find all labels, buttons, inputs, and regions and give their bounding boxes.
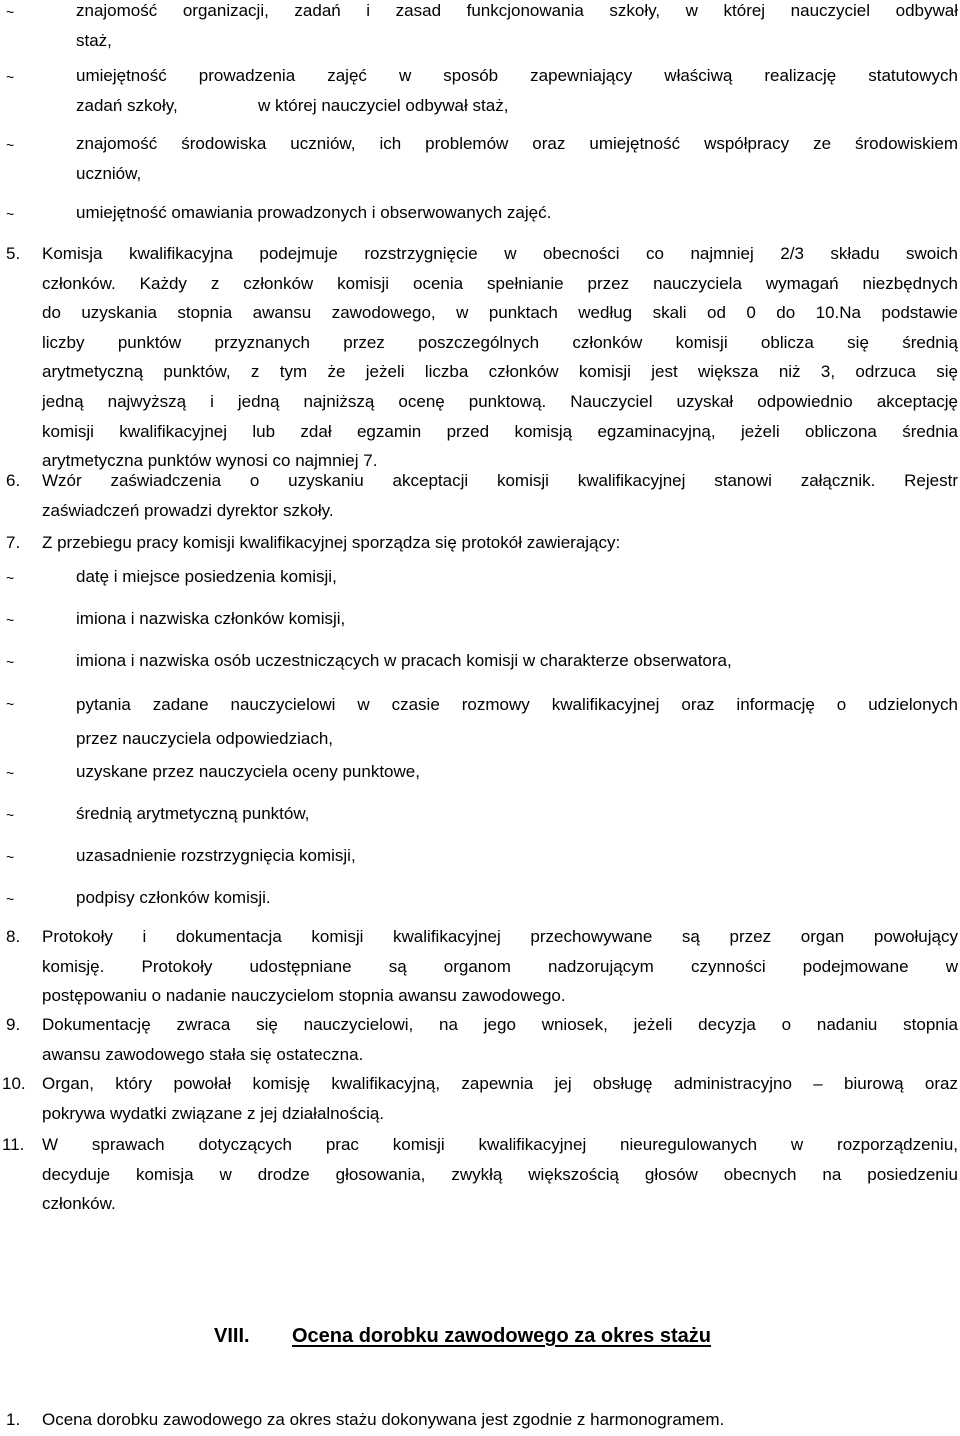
text-line: uzyskane przez nauczyciela oceny punktowe, <box>76 762 420 781</box>
text-line: średnią arytmetyczną punktów, <box>76 804 310 823</box>
text-line: komisji kwalifikacyjnej lub zdał egzamin przed komisją egzaminacyjną, jeżeli obliczona średnia <box>42 421 958 441</box>
dash-marker: ~ <box>6 137 15 153</box>
text-line: Ocena dorobku zawodowego za okres stażu dokonywana jest zgodnie z harmonogramem. <box>42 1410 725 1429</box>
section-number: VIII. <box>214 1325 250 1347</box>
text-line: imiona i nazwiska członków komisji, <box>76 609 346 628</box>
text-line: uzasadnienie rozstrzygnięcia komisji, <box>76 846 356 865</box>
text-line: znajomość organizacji, zadań i zasad funkcjonowania szkoły, w której nauczyciel odbywał <box>76 1 958 20</box>
section-title: Ocena dorobku zawodowego za okres stażu <box>292 1325 711 1347</box>
text-line: członków. <box>42 1194 116 1214</box>
text-line: imiona i nazwiska osób uczestniczących w pracach komisji w charakterze obserwatora, <box>76 651 732 670</box>
text-line: jedną najwyższą i jedną najniższą ocenę punktową. Nauczyciel uzyskał odpowiednio akceptację <box>42 391 958 411</box>
text-line: staż, <box>76 30 112 50</box>
text-line: Wzór zaświadczenia o uzyskaniu akceptacji komisji kwalifikacyjnej stanowi załącznik. Rejestr <box>42 471 958 490</box>
text-line: członków. Każdy z członków komisji ocenia spełnianie przez nauczyciela wymagań niezbędnych <box>42 273 958 293</box>
text-line: zaświadczeń prowadzi dyrektor szkoły. <box>42 500 334 520</box>
text-line: W sprawach dotyczących prac komisji kwalifikacyjnej nieuregulowanych w rozporządzeniu, <box>42 1135 958 1154</box>
paragraph-number: 5. <box>6 244 21 263</box>
paragraph-number: 8. <box>6 927 21 946</box>
dash-marker: ~ <box>6 891 15 907</box>
text-line: pokrywa wydatki związane z jej działalnością. <box>42 1103 385 1123</box>
text-line: podpisy członków komisji. <box>76 888 271 907</box>
text-line: uczniów, <box>76 163 142 183</box>
section-heading <box>0 1319 960 1353</box>
text-line: Protokoły i dokumentacja komisji kwalifikacyjnej przechowywane są przez organ powołujący <box>42 927 958 946</box>
paragraph-number: 1. <box>6 1410 21 1429</box>
text-line: arytmetyczna punktów wynosi co najmniej 7. <box>42 451 378 471</box>
text-line: komisję. Protokoły udostępniane są organom nadzorującym czynności podejmowane w <box>42 956 958 976</box>
text-line: Z przebiegu pracy komisji kwalifikacyjnej sporządza się protokół zawierający: <box>42 533 621 552</box>
text-line: do uzyskania stopnia awansu zawodowego, w punktach według skali od 0 do 10.Na podstawie <box>42 303 958 323</box>
text-line: postępowaniu o nadanie nauczycielom stopnia awansu zawodowego. <box>42 986 566 1006</box>
text-line: zadań szkoły, w której nauczyciel odbywał staż, <box>76 95 509 115</box>
paragraph-number: 10. <box>2 1074 26 1093</box>
paragraph-number: 11. <box>2 1135 25 1154</box>
text-line: awansu zawodowego stała się ostateczna. <box>42 1044 364 1064</box>
dash-marker: ~ <box>6 4 15 20</box>
dash-marker: ~ <box>6 654 15 670</box>
text-line: znajomość środowiska uczniów, ich problemów oraz umiejętność współpracy ze środowiskiem <box>76 134 958 153</box>
dash-marker: ~ <box>6 696 15 712</box>
paragraph-number: 7. <box>6 533 21 552</box>
text-line: pytania zadane nauczycielowi w czasie rozmowy kwalifikacyjnej oraz informację o udzielonych <box>76 695 958 714</box>
text-line: arytmetyczną punktów, z tym że jeżeli liczba członków komisji jest większa niż 3, odrzuca się <box>42 362 958 382</box>
dash-marker: ~ <box>6 765 15 781</box>
text-line: Organ, który powołał komisję kwalifikacyjną, zapewnia jej obsługę administracyjno – biurową oraz <box>42 1074 958 1093</box>
paragraph-number: 9. <box>6 1015 21 1034</box>
dash-marker: ~ <box>6 206 15 222</box>
dash-marker: ~ <box>6 612 15 628</box>
dash-marker: ~ <box>6 849 15 865</box>
dash-marker: ~ <box>6 69 15 85</box>
dash-marker: ~ <box>6 807 15 823</box>
text-line: datę i miejsce posiedzenia komisji, <box>76 567 337 586</box>
paragraph-number: 6. <box>6 471 21 490</box>
text-line: Dokumentację zwraca się nauczycielowi, na jego wniosek, jeżeli decyzja o nadaniu stopnia <box>42 1015 958 1034</box>
text-line: liczby punktów przyznanych przez poszczególnych członków komisji oblicza się średnią <box>42 332 958 352</box>
text-line: umiejętność prowadzenia zajęć w sposób zapewniający właściwą realizację statutowych <box>76 66 958 85</box>
text-line: Komisja kwalifikacyjna podejmuje rozstrzygnięcie w obecności co najmniej 2/3 składu swoich <box>42 244 958 263</box>
text-line: przez nauczyciela odpowiedziach, <box>76 729 334 748</box>
text-line: umiejętność omawiania prowadzonych i obserwowanych zajęć. <box>76 203 552 222</box>
dash-marker: ~ <box>6 570 15 586</box>
text-line: decyduje komisja w drodze głosowania, zwykłą większością głosów obecnych na posiedzeniu <box>42 1164 958 1184</box>
